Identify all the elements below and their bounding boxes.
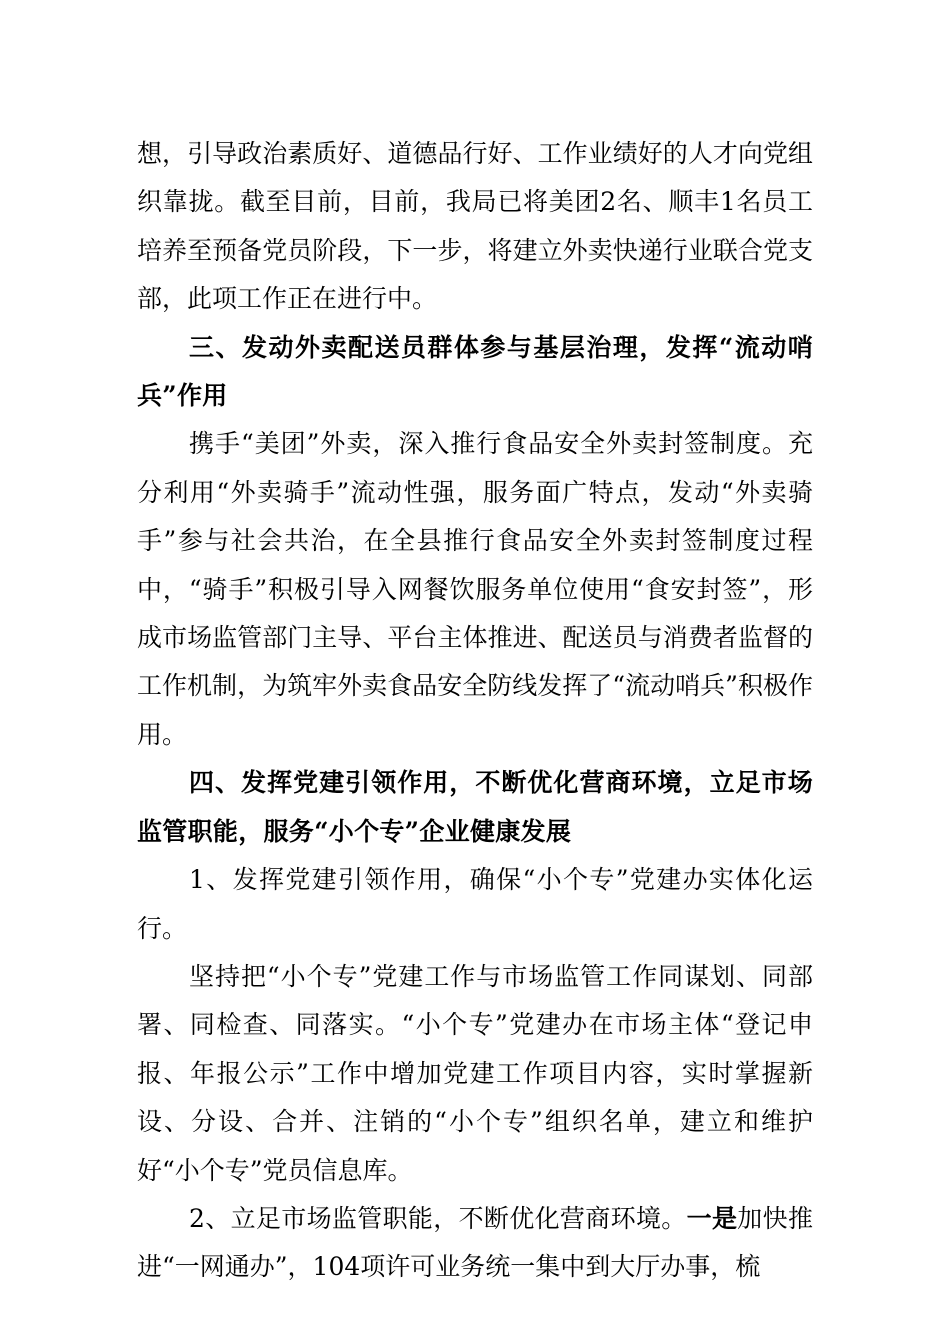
paragraph-party-office: 坚持把“小个专”党建工作与市场监管工作同谋划、同部署、同检查、同落实。“小个专”党建办在市场主体“登记申报、年报公示”工作中增加党建工作项目内容，实时掌握新设、分设、合并、注销的“小个专”组织名单，建立和维护好“小个专”党员信息库。 xyxy=(137,961,813,1185)
first-point-text: 加快推进“一网通办”，104项许可业务统一集中到大厅办事，梳 xyxy=(137,1203,813,1282)
subsection-one-title: 1、发挥党建引领作用，确保“小个专”党建办实体化运行。 xyxy=(137,865,813,943)
paragraph-delivery-riders: 携手“美团”外卖，深入推行食品安全外卖封签制度。充分利用“外卖骑手”流动性强，服务面广特点，发动“外卖骑手”参与社会共治，在全县推行食品安全外卖封签制度过程中，“骑手”积极引导入网餐饮服务单位使用“食安封签”，形成市场监管部门主导、平台主体推进、配送员与消费者监督的工作机制，为筑牢外卖食品安全防线发挥了“流动哨兵”积极作用。 xyxy=(137,429,813,749)
paragraph-business-environment xyxy=(137,1195,813,1292)
paragraph-party-recruitment: 想，引导政治素质好、道德品行好、工作业绩好的人才向党组织靠拢。截至目前，目前，我局已将美团2名、顺丰1名员工培养至预备党员阶段，下一步，将建立外卖快递行业联合党支部，此项工作正在进行中。 xyxy=(137,139,813,314)
first-point-marker: 一是 xyxy=(686,1203,738,1233)
section-heading-four: 四、发挥党建引领作用，不断优化营商环境，立足市场监管职能，服务“小个专”企业健康发展 xyxy=(137,768,813,846)
section-heading-three: 三、发动外卖配送员群体参与基层治理，发挥“流动哨兵”作用 xyxy=(137,332,813,411)
document-body xyxy=(137,130,813,1292)
subsection-two-title: 2、立足市场监管职能，不断优化营商环境。 xyxy=(189,1203,687,1233)
